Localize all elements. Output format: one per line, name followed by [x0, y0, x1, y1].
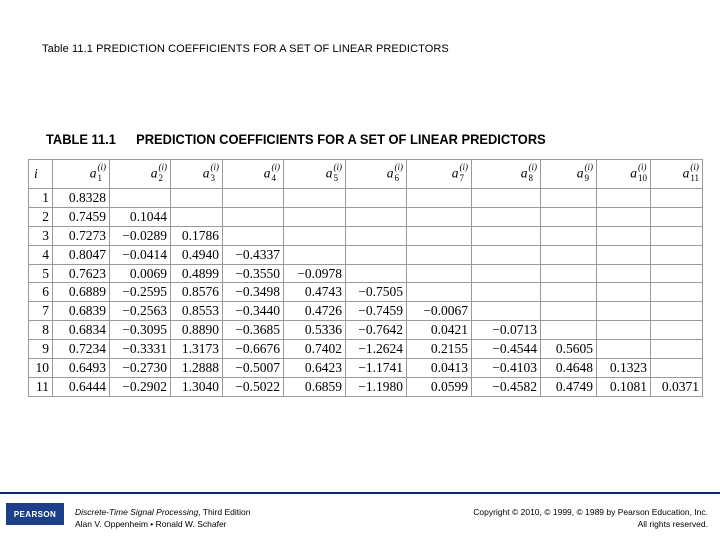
coef-subscript: 2	[158, 172, 163, 183]
coef-cell	[651, 321, 703, 340]
coef-superscript: (i)	[638, 161, 647, 172]
coef-cell: −0.2563	[110, 302, 171, 321]
coef-cell: 0.0069	[110, 264, 171, 283]
coef-cell	[472, 264, 541, 283]
coef-cell: −0.0978	[284, 264, 346, 283]
coef-cell: 0.8890	[171, 321, 223, 340]
coef-cell: 0.5605	[541, 340, 597, 359]
coef-cell	[541, 321, 597, 340]
coef-cell	[651, 283, 703, 302]
coef-cell	[472, 207, 541, 226]
coef-cell: −1.2624	[346, 340, 407, 359]
coef-cell	[472, 283, 541, 302]
coef-superscript: (i)	[690, 161, 699, 172]
coef-header-5	[284, 160, 346, 189]
row-index: 2	[29, 207, 53, 226]
coef-cell: −0.3331	[110, 340, 171, 359]
coef-superscript: (i)	[459, 161, 468, 172]
coef-cell	[541, 283, 597, 302]
coef-subscript: 10	[638, 172, 647, 183]
coef-subscript: 3	[210, 172, 215, 183]
coef-cell	[541, 207, 597, 226]
coef-cell: 0.1786	[171, 226, 223, 245]
table-label: TABLE 11.1	[46, 131, 116, 147]
coef-cell	[541, 245, 597, 264]
table-caption: PREDICTION COEFFICIENTS FOR A SET OF LINEAR PREDICTORS	[136, 131, 546, 147]
coef-cell: 0.6859	[284, 377, 346, 396]
coef-cell: −0.3095	[110, 321, 171, 340]
coef-cell	[407, 245, 472, 264]
coef-cell	[541, 264, 597, 283]
coef-cell	[407, 226, 472, 245]
copyright-text: Copyright © 2010, © 1999, © 1989 by Pearson Education, Inc.	[473, 507, 708, 517]
coef-cell	[407, 207, 472, 226]
coef-cell	[223, 189, 284, 208]
coef-cell	[597, 264, 651, 283]
coef-cell: −1.1980	[346, 377, 407, 396]
coef-cell: −0.6676	[223, 340, 284, 359]
coef-cell	[284, 189, 346, 208]
coefficient-table	[28, 159, 703, 397]
coef-cell: −0.5007	[223, 359, 284, 378]
coef-cell	[223, 207, 284, 226]
row-index: 10	[29, 359, 53, 378]
coef-cell: −1.1741	[346, 359, 407, 378]
coef-cell: 0.0371	[651, 377, 703, 396]
coef-cell: −0.7459	[346, 302, 407, 321]
row-index: 6	[29, 283, 53, 302]
coef-subscript: 1	[97, 172, 102, 183]
coef-cell	[651, 207, 703, 226]
coef-superscript: (i)	[210, 161, 219, 172]
coef-cell: 0.0421	[407, 321, 472, 340]
coef-cell	[284, 207, 346, 226]
coef-cell: 0.1044	[110, 207, 171, 226]
table-row	[29, 321, 703, 340]
table-row	[29, 377, 703, 396]
book-authors: Alan V. Oppenheim • Ronald W. Schafer	[75, 519, 227, 529]
table-heading	[46, 131, 546, 147]
coef-cell	[541, 226, 597, 245]
coef-symbol: a	[202, 165, 210, 181]
coef-cell: 0.4648	[541, 359, 597, 378]
table-row	[29, 340, 703, 359]
coef-cell: −0.2730	[110, 359, 171, 378]
coef-cell: −0.0713	[472, 321, 541, 340]
coef-cell	[346, 189, 407, 208]
coef-cell	[171, 189, 223, 208]
coef-cell: 0.0599	[407, 377, 472, 396]
coef-cell	[284, 226, 346, 245]
footer-divider	[0, 492, 720, 494]
table-row	[29, 207, 703, 226]
coef-cell: 0.1081	[597, 377, 651, 396]
coef-cell: 0.4743	[284, 283, 346, 302]
coef-symbol: a	[520, 165, 528, 181]
coef-cell: 0.4899	[171, 264, 223, 283]
coef-cell	[651, 226, 703, 245]
coef-cell: −0.3498	[223, 283, 284, 302]
coef-cell: −0.3685	[223, 321, 284, 340]
table-body	[29, 189, 703, 397]
book-title: Discrete-Time Signal Processing	[75, 507, 199, 517]
coef-cell: 1.3173	[171, 340, 223, 359]
coef-symbol: a	[576, 165, 584, 181]
coef-cell: 0.7459	[53, 207, 110, 226]
coef-cell	[407, 264, 472, 283]
coef-cell: 0.8553	[171, 302, 223, 321]
coef-cell	[597, 302, 651, 321]
coef-cell	[597, 207, 651, 226]
row-index: 8	[29, 321, 53, 340]
row-index: 5	[29, 264, 53, 283]
coef-cell: 0.0413	[407, 359, 472, 378]
coef-cell	[597, 340, 651, 359]
slide-title: Table 11.1 PREDICTION COEFFICIENTS FOR A SET OF LINEAR PREDICTORS	[42, 43, 449, 55]
coef-cell: −0.7642	[346, 321, 407, 340]
coef-superscript: (i)	[394, 161, 403, 172]
coef-subscript: 11	[690, 172, 699, 183]
coef-cell	[541, 302, 597, 321]
coef-cell	[223, 226, 284, 245]
coef-superscript: (i)	[158, 161, 167, 172]
coef-superscript: (i)	[528, 161, 537, 172]
coef-superscript: (i)	[271, 161, 280, 172]
coef-header-10	[597, 160, 651, 189]
row-index: 1	[29, 189, 53, 208]
coef-cell: 0.7273	[53, 226, 110, 245]
coef-cell	[597, 226, 651, 245]
coef-cell: 0.7623	[53, 264, 110, 283]
pearson-logo: PEARSON	[6, 503, 64, 525]
coef-symbol: a	[451, 165, 459, 181]
coef-cell	[651, 340, 703, 359]
coef-cell	[597, 189, 651, 208]
coef-cell	[110, 189, 171, 208]
table-row	[29, 283, 703, 302]
coef-symbol: a	[89, 165, 97, 181]
coef-header-2	[110, 160, 171, 189]
coef-cell: 0.1323	[597, 359, 651, 378]
coef-cell: 0.5336	[284, 321, 346, 340]
coef-subscript: 8	[528, 172, 533, 183]
footer-book-info	[75, 506, 251, 530]
footer-copyright	[473, 506, 708, 530]
coef-subscript: 5	[333, 172, 338, 183]
row-index: 3	[29, 226, 53, 245]
coef-symbol: a	[386, 165, 394, 181]
coef-cell: −0.4103	[472, 359, 541, 378]
coef-cell: −0.3440	[223, 302, 284, 321]
table-row	[29, 359, 703, 378]
coef-cell	[346, 245, 407, 264]
table-row	[29, 245, 703, 264]
coef-symbol: a	[263, 165, 271, 181]
coef-cell: 0.6834	[53, 321, 110, 340]
coef-symbol: a	[325, 165, 333, 181]
coef-cell: 0.4749	[541, 377, 597, 396]
table-header-row	[29, 160, 703, 189]
coef-header-4	[223, 160, 284, 189]
coef-cell: 0.8576	[171, 283, 223, 302]
table-row	[29, 226, 703, 245]
coef-cell: −0.0414	[110, 245, 171, 264]
coef-header-11	[651, 160, 703, 189]
row-index: 9	[29, 340, 53, 359]
coef-cell: −0.3550	[223, 264, 284, 283]
coef-cell	[472, 302, 541, 321]
coef-header-7	[407, 160, 472, 189]
coef-cell: 0.4940	[171, 245, 223, 264]
coef-symbol: a	[682, 165, 690, 181]
coef-cell	[541, 189, 597, 208]
coef-cell	[407, 189, 472, 208]
coef-cell: −0.0067	[407, 302, 472, 321]
coef-cell	[651, 245, 703, 264]
coef-cell	[346, 264, 407, 283]
coef-cell: 0.8047	[53, 245, 110, 264]
coef-cell	[651, 264, 703, 283]
coef-subscript: 4	[271, 172, 276, 183]
coef-symbol: a	[630, 165, 637, 181]
coef-cell: −0.0289	[110, 226, 171, 245]
coef-superscript: (i)	[333, 161, 342, 172]
coef-cell	[472, 245, 541, 264]
coef-cell: −0.4337	[223, 245, 284, 264]
coef-header-1	[53, 160, 110, 189]
coef-cell	[597, 245, 651, 264]
coef-cell	[346, 207, 407, 226]
coef-header-3	[171, 160, 223, 189]
table-row	[29, 264, 703, 283]
coef-cell	[472, 226, 541, 245]
coef-cell: 0.6423	[284, 359, 346, 378]
coef-cell	[651, 189, 703, 208]
coef-cell: −0.4544	[472, 340, 541, 359]
coef-cell: 0.6839	[53, 302, 110, 321]
coef-subscript: 6	[394, 172, 399, 183]
coef-cell	[651, 359, 703, 378]
coef-cell: 0.6889	[53, 283, 110, 302]
row-index: 11	[29, 377, 53, 396]
coef-cell: −0.5022	[223, 377, 284, 396]
coef-header-6	[346, 160, 407, 189]
coef-header-9	[541, 160, 597, 189]
coef-header-8	[472, 160, 541, 189]
coef-symbol: a	[150, 165, 158, 181]
table-row	[29, 302, 703, 321]
coef-cell: 1.3040	[171, 377, 223, 396]
row-index: 4	[29, 245, 53, 264]
coef-cell	[407, 283, 472, 302]
coef-cell	[171, 207, 223, 226]
coef-cell: −0.2595	[110, 283, 171, 302]
coef-cell	[597, 283, 651, 302]
coef-cell: −0.7505	[346, 283, 407, 302]
index-header: i	[29, 160, 53, 189]
coef-cell	[472, 189, 541, 208]
coef-cell	[346, 226, 407, 245]
coef-cell	[651, 302, 703, 321]
coef-cell: −0.2902	[110, 377, 171, 396]
coef-superscript: (i)	[584, 161, 593, 172]
coef-cell	[597, 321, 651, 340]
coef-superscript: (i)	[97, 161, 106, 172]
coef-subscript: 7	[459, 172, 464, 183]
coef-cell: 0.7234	[53, 340, 110, 359]
coef-cell: 0.4726	[284, 302, 346, 321]
row-index: 7	[29, 302, 53, 321]
coef-subscript: 9	[584, 172, 589, 183]
coef-cell: 1.2888	[171, 359, 223, 378]
coef-cell: 0.2155	[407, 340, 472, 359]
coef-cell: −0.4582	[472, 377, 541, 396]
table-row	[29, 189, 703, 208]
coef-cell	[284, 245, 346, 264]
rights-text: All rights reserved.	[637, 519, 708, 529]
book-edition: , Third Edition	[198, 507, 251, 517]
coef-cell: 0.8328	[53, 189, 110, 208]
coef-cell: 0.7402	[284, 340, 346, 359]
coef-cell: 0.6444	[53, 377, 110, 396]
coef-cell: 0.6493	[53, 359, 110, 378]
